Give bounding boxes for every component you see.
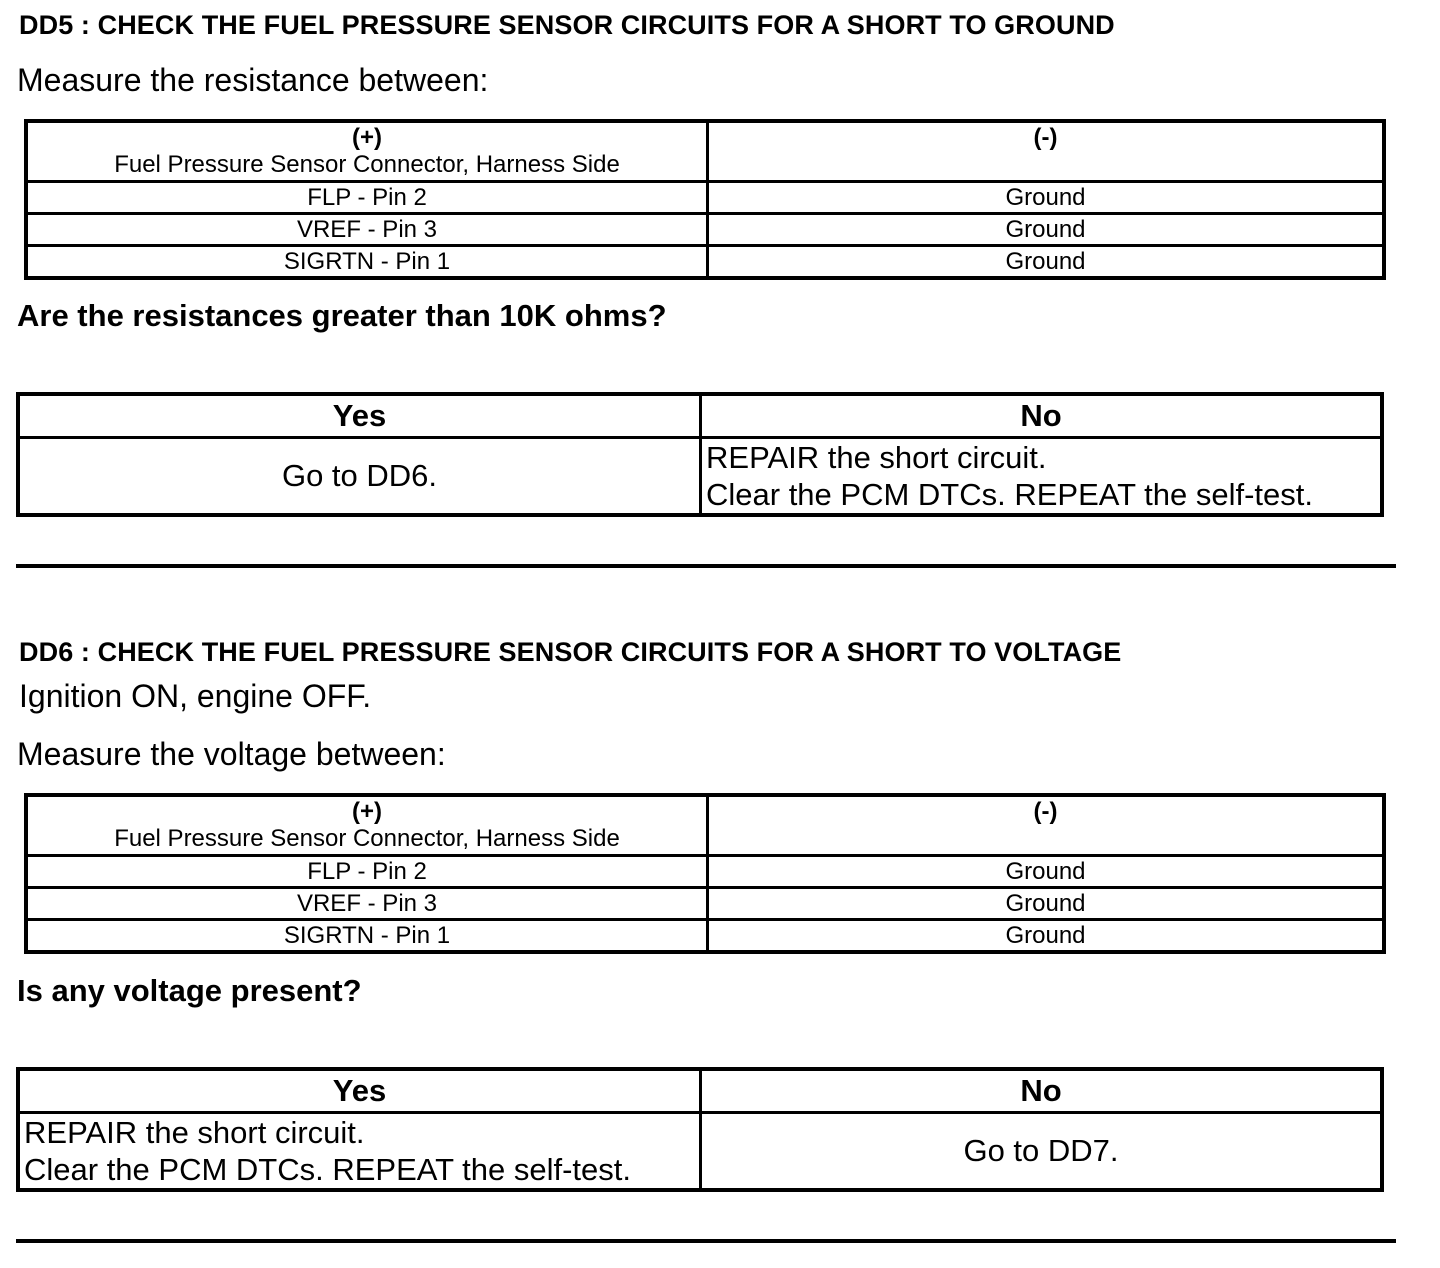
dd6-yes-line1: REPAIR the short circuit. bbox=[24, 1115, 365, 1150]
dd6-row2-minus: Ground bbox=[708, 888, 1385, 920]
table-row bbox=[26, 182, 1384, 214]
dd5-minus-symbol: (-) bbox=[1033, 124, 1058, 151]
dd5-row2-minus: Ground bbox=[708, 214, 1385, 246]
dd6-plus-label: Fuel Pressure Sensor Connector, Harness Side bbox=[114, 825, 620, 852]
table-row bbox=[26, 856, 1384, 888]
dd5-no-action bbox=[701, 438, 1383, 516]
dd5-plus-symbol: (+) bbox=[352, 124, 382, 151]
dd6-condition: Ignition ON, engine OFF. bbox=[19, 678, 372, 714]
dd6-yes-line2: Clear the PCM DTCs. REPEAT the self-test. bbox=[24, 1152, 631, 1187]
dd5-no-header: No bbox=[701, 394, 1383, 438]
dd6-row2-plus: VREF - Pin 3 bbox=[26, 888, 708, 920]
dd5-yes-action: Go to DD6. bbox=[18, 438, 701, 516]
table-row bbox=[26, 246, 1384, 279]
dd5-row3-minus: Ground bbox=[708, 246, 1385, 279]
dd6-instruction: Measure the voltage between: bbox=[17, 736, 446, 772]
section-divider bbox=[16, 564, 1396, 568]
dd6-question: Is any voltage present? bbox=[17, 973, 362, 1008]
dd5-no-line1: REPAIR the short circuit. bbox=[706, 440, 1047, 475]
dd5-plus-header bbox=[26, 121, 708, 182]
dd6-title: DD6 : CHECK THE FUEL PRESSURE SENSOR CIRCUITS FOR A SHORT TO VOLTAGE bbox=[19, 637, 1122, 667]
dd5-row3-plus: SIGRTN - Pin 1 bbox=[26, 246, 708, 279]
dd6-decision-table bbox=[16, 1067, 1384, 1192]
dd6-no-header: No bbox=[701, 1069, 1383, 1113]
dd5-no-line2: Clear the PCM DTCs. REPEAT the self-test. bbox=[706, 477, 1313, 512]
table-row bbox=[26, 888, 1384, 920]
dd5-title: DD5 : CHECK THE FUEL PRESSURE SENSOR CIRCUITS FOR A SHORT TO GROUND bbox=[19, 10, 1115, 40]
dd5-minus-header bbox=[708, 121, 1385, 182]
dd6-row1-minus: Ground bbox=[708, 856, 1385, 888]
table-row bbox=[26, 920, 1384, 953]
dd5-row2-plus: VREF - Pin 3 bbox=[26, 214, 708, 246]
dd5-measurement-table bbox=[24, 119, 1386, 280]
dd5-yes-header: Yes bbox=[18, 394, 701, 438]
dd6-minus-header bbox=[708, 795, 1385, 856]
dd6-plus-header bbox=[26, 795, 708, 856]
dd6-measurement-table bbox=[24, 793, 1386, 954]
dd6-plus-symbol: (+) bbox=[352, 798, 382, 825]
dd5-decision-table bbox=[16, 392, 1384, 517]
dd6-row3-minus: Ground bbox=[708, 920, 1385, 953]
dd5-row1-plus: FLP - Pin 2 bbox=[26, 182, 708, 214]
dd5-plus-label: Fuel Pressure Sensor Connector, Harness Side bbox=[114, 151, 620, 178]
dd5-row1-minus: Ground bbox=[708, 182, 1385, 214]
section-divider bbox=[16, 1239, 1396, 1243]
dd5-instruction: Measure the resistance between: bbox=[17, 62, 489, 98]
dd6-yes-header: Yes bbox=[18, 1069, 701, 1113]
dd6-minus-symbol: (-) bbox=[1033, 798, 1058, 825]
table-row bbox=[26, 214, 1384, 246]
dd6-row1-plus: FLP - Pin 2 bbox=[26, 856, 708, 888]
dd5-question: Are the resistances greater than 10K ohms? bbox=[17, 298, 667, 333]
dd6-row3-plus: SIGRTN - Pin 1 bbox=[26, 920, 708, 953]
dd6-no-action: Go to DD7. bbox=[701, 1113, 1383, 1191]
dd6-yes-action bbox=[18, 1113, 701, 1191]
